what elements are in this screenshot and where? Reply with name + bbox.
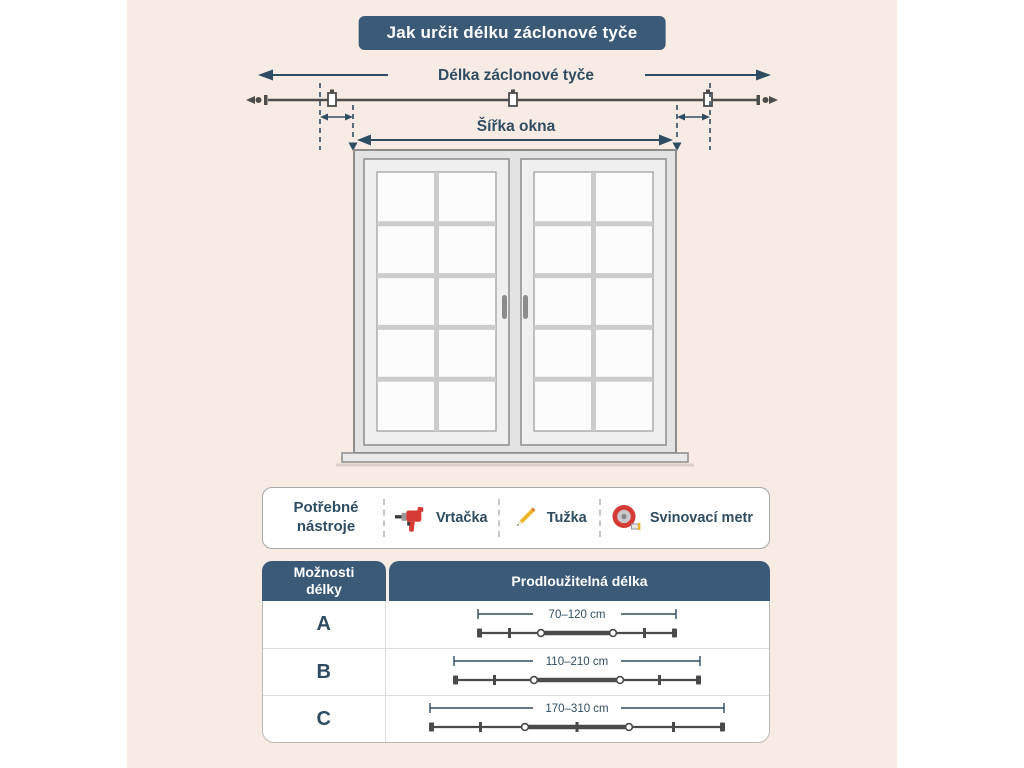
rod-illustration-b: [448, 654, 706, 690]
table-row: [263, 648, 769, 695]
window-handle-right: [523, 295, 528, 319]
option-letter: C: [263, 696, 386, 742]
window-width-measure-arrow: [357, 135, 673, 146]
tool-item-tape-measure: [611, 503, 753, 533]
tool-item-drill: [395, 503, 488, 533]
separator: [383, 499, 385, 537]
length-range-label: 70–120 cm: [548, 608, 606, 621]
tool-label-drill: Vrtačka: [436, 510, 488, 526]
window-handle-left: [502, 295, 507, 319]
page-title: Jak určit délku záclonové tyče: [359, 16, 666, 50]
rod-illustration-a: [472, 607, 682, 643]
length-options-table: [262, 561, 770, 743]
tool-item-pencil: [510, 505, 589, 531]
length-range-label: 110–210 cm: [546, 656, 609, 668]
option-letter: A: [263, 601, 386, 648]
rod-illustration-c: [424, 701, 730, 737]
tool-label-pencil: Tužka: [546, 510, 587, 526]
pencil-icon: [512, 505, 538, 531]
rod-cell: [386, 601, 770, 648]
rod-cell: [386, 649, 770, 695]
rod-window-diagram: [0, 55, 1024, 470]
window-width-label: Šířka okna: [476, 118, 556, 135]
length-range-label: 170–310 cm: [545, 703, 609, 715]
table-row: [263, 695, 769, 742]
rod-length-label: Délka záclonové tyče: [438, 67, 594, 84]
window: [336, 150, 694, 465]
tools-panel: [262, 487, 770, 549]
separator: [599, 499, 601, 537]
rod-brackets: [328, 90, 712, 107]
table-header: [262, 561, 770, 601]
table-header-extendable-length: Prodloužitelná délka: [389, 561, 770, 601]
tape-measure-icon: [611, 503, 641, 533]
tools-heading: Potřebné nástroje: [293, 499, 359, 535]
tool-label-tape-measure: Svinovací metr: [649, 510, 753, 526]
table-header-options: Možnosti délky: [262, 561, 386, 601]
option-letter: B: [263, 649, 386, 695]
window-sill: [342, 453, 688, 462]
table-body: [262, 601, 770, 743]
separator: [498, 499, 500, 537]
rod-cell: [386, 696, 770, 742]
table-row: [263, 601, 769, 648]
drill-icon: [395, 503, 427, 533]
